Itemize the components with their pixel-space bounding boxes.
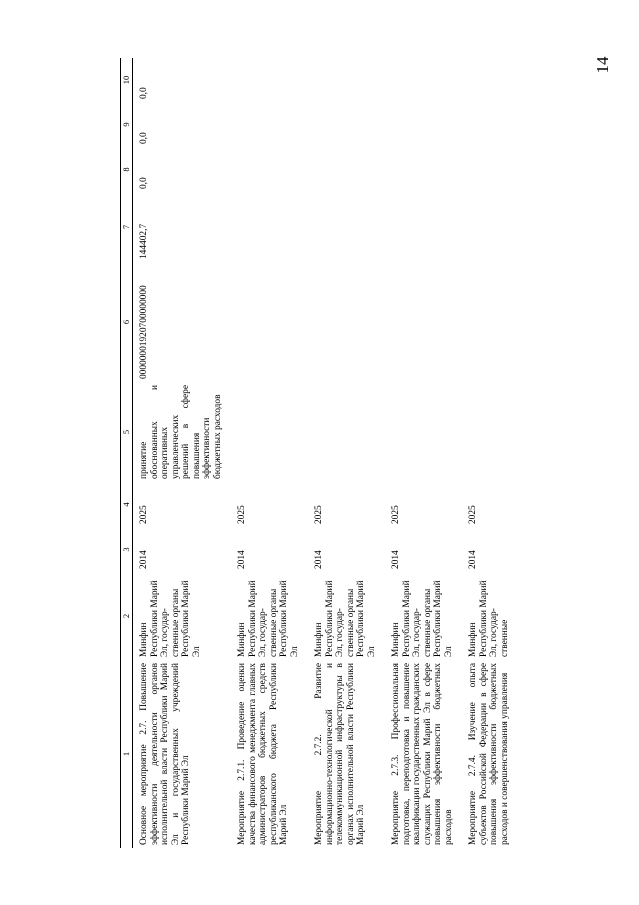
start-year-cell: 2014 <box>314 550 324 569</box>
end-year-cell: 2025 <box>468 505 478 524</box>
code-cell <box>308 262 385 382</box>
code-cell: 00000001920700000000 <box>139 285 149 379</box>
table-row <box>462 58 518 848</box>
header-cell: 8 <box>121 167 131 172</box>
table-row <box>133 58 232 848</box>
code-cell <box>231 262 308 382</box>
result-cell: принятие обоснованных и оперативных управленческих решений в сфере повышения эффективности бюджетных расходов <box>139 385 223 479</box>
table-row <box>231 58 308 848</box>
table-row <box>385 58 462 848</box>
value-cell <box>308 102 385 147</box>
value-cell: 0,0 <box>139 87 149 99</box>
end-year-cell: 2025 <box>314 505 324 524</box>
value-cell <box>385 192 462 262</box>
measure-cell: Мероприятие 2.7.1. Проведение оценки качества финансового менеджмента главных администраторов бюджетных средств республиканского бюджета Республики Марий Эл <box>237 663 289 845</box>
value-cell <box>462 58 518 102</box>
result-cell <box>462 382 518 482</box>
measure-cell: Мероприятие 2.7.3. Профессиональная подготовка, переподготовка и повышение квалификации государственных гражданских служащих Республики Марий Эл в сфере повышения эффективности бюджетных расходов <box>391 663 454 845</box>
executor-cell: Минфин Республики Марий Эл, государ-ственные органы Республики Марий Эл <box>391 580 454 657</box>
value-cell <box>462 147 518 192</box>
value-cell: 144402,7 <box>139 223 149 259</box>
end-year-cell: 2025 <box>237 505 247 524</box>
header-cell: 6 <box>121 319 131 325</box>
header-cell: 9 <box>121 122 131 127</box>
end-year-cell: 2025 <box>139 505 149 524</box>
start-year-cell: 2014 <box>391 550 401 569</box>
page-number: 14 <box>593 56 612 74</box>
executor-cell: Минфин Республики Марий Эл, государ-ственные <box>468 580 510 657</box>
start-year-cell: 2014 <box>468 550 478 569</box>
measure-cell: Основное мероприятие 2.7. Повышение эффективности деятельности органов исполнительной власти Республики Марий Эл и государственных учреждений Республики Марий Эл <box>139 663 191 845</box>
value-cell <box>462 192 518 262</box>
header-cell: 4 <box>121 502 131 507</box>
measure-cell: Мероприятие 2.7.4. Изучение опыта субъектов Российской Федерации в сфере повышения эффективности бюджетных расходов и совершенствования управления <box>468 663 510 845</box>
value-cell <box>231 58 308 102</box>
table-row <box>308 58 385 848</box>
header-cell: 1 <box>121 751 131 757</box>
measure-cell: Мероприятие 2.7.2. Развитие информационно-технологической и телекоммуникационной инфраструктуры в органах исполнительной власти Республики Марий Эл <box>314 663 366 845</box>
value-cell <box>308 192 385 262</box>
header-cell: 2 <box>121 613 131 619</box>
program-measures-table <box>120 58 518 848</box>
end-year-cell: 2025 <box>391 505 401 524</box>
value-cell: 0,0 <box>139 177 149 189</box>
value-cell <box>385 58 462 102</box>
result-cell <box>231 382 308 482</box>
executor-cell: Минфин Республики Марий Эл, государ-ственные органы Республики Марий Эл <box>139 580 202 657</box>
result-cell <box>385 382 462 482</box>
value-cell <box>385 147 462 192</box>
header-row <box>121 58 133 848</box>
value-cell <box>385 102 462 147</box>
value-cell <box>231 102 308 147</box>
rotated-table-container <box>120 58 620 848</box>
header-cell: 10 <box>121 75 131 85</box>
executor-cell: Минфин Республики Марий Эл, государ-ственные органы Республики Марий Эл <box>314 580 377 657</box>
value-cell <box>231 192 308 262</box>
value-cell <box>462 102 518 147</box>
value-cell <box>308 147 385 192</box>
start-year-cell: 2014 <box>139 550 149 569</box>
result-cell <box>308 382 385 482</box>
code-cell <box>462 262 518 382</box>
start-year-cell: 2014 <box>237 550 247 569</box>
value-cell <box>231 147 308 192</box>
executor-cell: Минфин Республики Марий Эл, государ-ственные органы Республики Марий Эл <box>237 580 300 657</box>
header-cell: 5 <box>121 429 131 435</box>
code-cell <box>385 262 462 382</box>
value-cell: 0,0 <box>139 132 149 144</box>
value-cell <box>308 58 385 102</box>
header-cell: 7 <box>121 224 131 230</box>
header-cell: 3 <box>121 547 131 552</box>
